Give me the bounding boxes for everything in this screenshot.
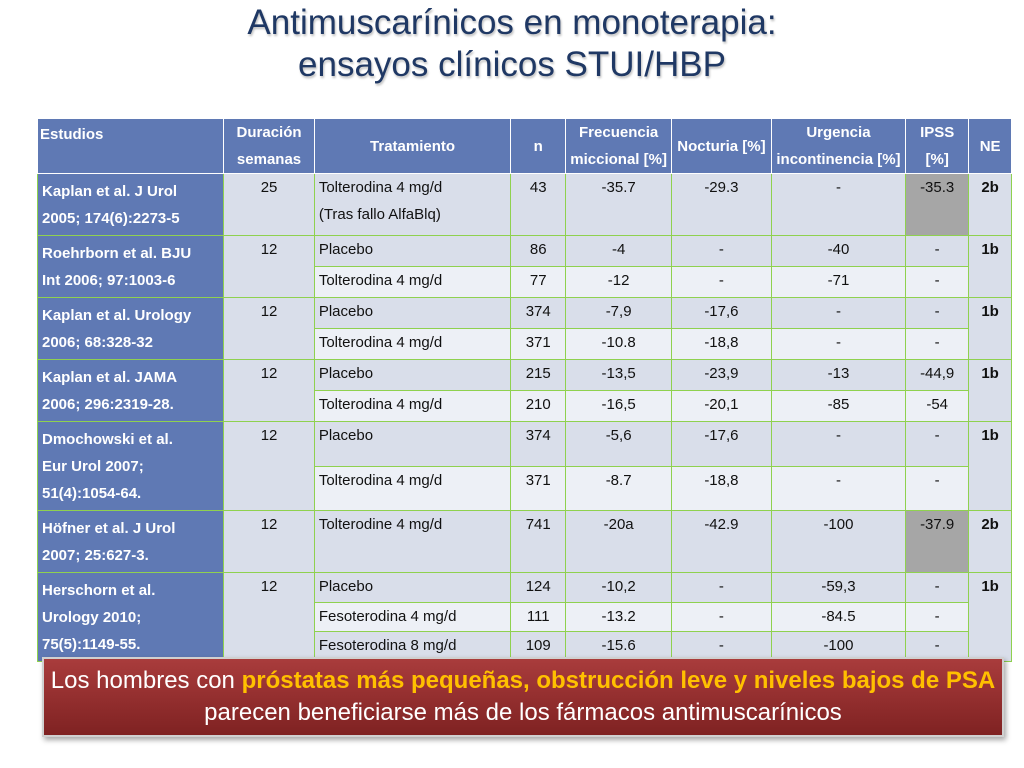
urgency-cell: - — [771, 298, 905, 329]
header-duracion: Duración semanas — [224, 119, 315, 174]
frequency-cell: -12 — [566, 267, 672, 298]
nocturia-cell: -18,8 — [672, 329, 772, 360]
study-citation: Kaplan et al. Urology 2006; 68:328-32 — [38, 298, 224, 360]
nocturia-cell: -17,6 — [672, 422, 772, 467]
nocturia-cell: - — [672, 573, 772, 603]
evidence-level-cell: 1b — [969, 236, 1012, 298]
urgency-cell: - — [771, 422, 905, 467]
duration-cell: 12 — [224, 360, 315, 422]
header-row — [38, 119, 1012, 174]
treatment-cell: Placebo — [314, 422, 510, 467]
ipss-cell: - — [906, 602, 969, 632]
header-nocturia: Nocturia [%] — [672, 119, 772, 174]
n-cell: 77 — [511, 267, 566, 298]
urgency-cell: -40 — [771, 236, 905, 267]
study-citation: Kaplan et al. J Urol 2005; 174(6):2273-5 — [38, 174, 224, 236]
nocturia-cell: - — [672, 602, 772, 632]
urgency-cell: -85 — [771, 391, 905, 422]
n-cell: 124 — [511, 573, 566, 603]
table-row — [38, 511, 1012, 573]
frequency-cell: -15.6 — [566, 632, 672, 662]
urgency-cell: -100 — [771, 632, 905, 662]
duration-cell: 25 — [224, 174, 315, 236]
frequency-cell: -35.7 — [566, 174, 672, 236]
nocturia-cell: -23,9 — [672, 360, 772, 391]
banner-highlight: próstatas más pequeñas, obstrucción leve y niveles bajos de PSA — [241, 667, 996, 694]
urgency-cell: -71 — [771, 267, 905, 298]
treatment-cell: Placebo — [314, 298, 510, 329]
header-n: n — [511, 119, 566, 174]
urgency-cell: -100 — [771, 511, 905, 573]
ipss-cell: - — [906, 632, 969, 662]
ipss-cell: -54 — [906, 391, 969, 422]
treatment-cell: Placebo — [314, 360, 510, 391]
ipss-cell: - — [906, 422, 969, 467]
studies-table — [37, 118, 1012, 662]
treatment-cell: Placebo — [314, 236, 510, 267]
frequency-cell: -13.2 — [566, 602, 672, 632]
title-line-2: ensayos clínicos STUI/HBP — [298, 45, 726, 84]
ipss-cell: - — [906, 267, 969, 298]
frequency-cell: -8.7 — [566, 466, 672, 511]
frequency-cell: -16,5 — [566, 391, 672, 422]
ipss-cell: - — [906, 466, 969, 511]
header-tratamiento: Tratamiento — [314, 119, 510, 174]
frequency-cell: -13,5 — [566, 360, 672, 391]
ipss-cell: -37.9 — [906, 511, 969, 573]
urgency-cell: -84.5 — [771, 602, 905, 632]
n-cell: 109 — [511, 632, 566, 662]
duration-cell: 12 — [224, 298, 315, 360]
nocturia-cell: - — [672, 236, 772, 267]
conclusion-banner — [42, 657, 1004, 737]
evidence-level-cell: 1b — [969, 360, 1012, 422]
duration-cell: 12 — [224, 236, 315, 298]
banner-text-1: Los hombres con — [50, 667, 242, 694]
n-cell: 111 — [511, 602, 566, 632]
urgency-cell: -59,3 — [771, 573, 905, 603]
header-ipss: IPSS [%] — [906, 119, 969, 174]
table-row — [38, 422, 1012, 467]
n-cell: 741 — [511, 511, 566, 573]
table-row — [38, 573, 1012, 603]
treatment-cell: Tolterodina 4 mg/d — [314, 267, 510, 298]
header-urgencia: Urgencia incontinencia [%] — [771, 119, 905, 174]
nocturia-cell: - — [672, 267, 772, 298]
banner-text-2: parecen beneficiarse más de los fármacos antimuscarínicos — [204, 699, 842, 726]
header-frecuencia: Frecuencia miccional [%] — [566, 119, 672, 174]
study-citation: Kaplan et al. JAMA 2006; 296:2319-28. — [38, 360, 224, 422]
n-cell: 215 — [511, 360, 566, 391]
table-body — [38, 174, 1012, 662]
header-estudios: Estudios — [38, 119, 224, 174]
n-cell: 43 — [511, 174, 566, 236]
urgency-cell: -13 — [771, 360, 905, 391]
header-ne: NE — [969, 119, 1012, 174]
frequency-cell: -10,2 — [566, 573, 672, 603]
table-row — [38, 298, 1012, 329]
urgency-cell: - — [771, 329, 905, 360]
table-row — [38, 360, 1012, 391]
treatment-cell: Tolterodine 4 mg/d — [314, 511, 510, 573]
nocturia-cell: -42.9 — [672, 511, 772, 573]
duration-cell: 12 — [224, 511, 315, 573]
ipss-cell: - — [906, 298, 969, 329]
study-citation: Herschorn et al. Urology 2010; 75(5):1149-55. — [38, 573, 224, 662]
treatment-cell: Fesoterodina 8 mg/d — [314, 632, 510, 662]
nocturia-cell: - — [672, 632, 772, 662]
study-citation: Höfner et al. J Urol 2007; 25:627-3. — [38, 511, 224, 573]
title-line-1: Antimuscarínicos en monoterapia: — [247, 3, 777, 42]
ipss-cell: -44,9 — [906, 360, 969, 391]
nocturia-cell: -17,6 — [672, 298, 772, 329]
table-row — [38, 236, 1012, 267]
frequency-cell: -5,6 — [566, 422, 672, 467]
n-cell: 371 — [511, 466, 566, 511]
study-citation: Roehrborn et al. BJU Int 2006; 97:1003-6 — [38, 236, 224, 298]
treatment-cell: Tolterodina 4 mg/d — [314, 466, 510, 511]
table-row — [38, 174, 1012, 236]
evidence-level-cell: 1b — [969, 422, 1012, 511]
treatment-cell: Placebo — [314, 573, 510, 603]
frequency-cell: -10.8 — [566, 329, 672, 360]
treatment-cell: Tolterodina 4 mg/d (Tras fallo AlfaBlq) — [314, 174, 510, 236]
nocturia-cell: -18,8 — [672, 466, 772, 511]
ipss-cell: - — [906, 329, 969, 360]
n-cell: 371 — [511, 329, 566, 360]
frequency-cell: -20a — [566, 511, 672, 573]
ipss-cell: -35.3 — [906, 174, 969, 236]
duration-cell: 12 — [224, 573, 315, 662]
frequency-cell: -7,9 — [566, 298, 672, 329]
urgency-cell: - — [771, 466, 905, 511]
nocturia-cell: -20,1 — [672, 391, 772, 422]
n-cell: 374 — [511, 422, 566, 467]
duration-cell: 12 — [224, 422, 315, 511]
treatment-cell: Tolterodina 4 mg/d — [314, 329, 510, 360]
n-cell: 374 — [511, 298, 566, 329]
evidence-level-cell: 1b — [969, 573, 1012, 662]
urgency-cell: - — [771, 174, 905, 236]
treatment-cell: Tolterodina 4 mg/d — [314, 391, 510, 422]
n-cell: 86 — [511, 236, 566, 267]
treatment-cell: Fesoterodina 4 mg/d — [314, 602, 510, 632]
frequency-cell: -4 — [566, 236, 672, 267]
evidence-level-cell: 1b — [969, 298, 1012, 360]
slide-title — [0, 2, 1024, 86]
ipss-cell: - — [906, 236, 969, 267]
study-citation: Dmochowski et al. Eur Urol 2007; 51(4):1054-64. — [38, 422, 224, 511]
n-cell: 210 — [511, 391, 566, 422]
evidence-level-cell: 2b — [969, 174, 1012, 236]
nocturia-cell: -29.3 — [672, 174, 772, 236]
ipss-cell: - — [906, 573, 969, 603]
evidence-level-cell: 2b — [969, 511, 1012, 573]
